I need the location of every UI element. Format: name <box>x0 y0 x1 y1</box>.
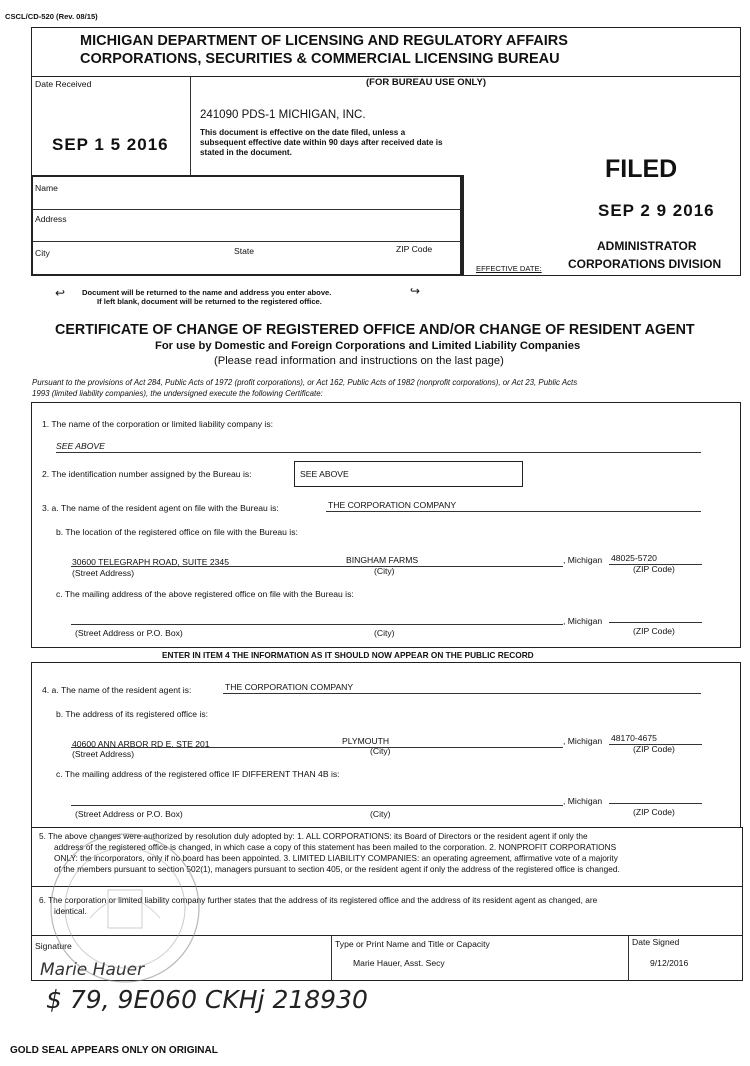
handwritten-signature: Marie Hauer <box>40 960 145 980</box>
address-label: Address <box>35 214 67 224</box>
header-line-1: MICHIGAN DEPARTMENT OF LICENSING AND REGULATORY AFFAIRS <box>80 33 568 49</box>
item3b-zip-caption: (ZIP Code) <box>633 564 675 574</box>
name-label: Name <box>35 183 58 193</box>
item5-line-1: 5. The above changes were authorized by resolution duly adopted by: 1. ALL CORPORATIONS: its Board of Directors or the resident agent if only the <box>39 831 588 841</box>
items-1-3-box <box>31 402 741 648</box>
footer-note: GOLD SEAL APPEARS ONLY ON ORIGINAL <box>10 1045 218 1056</box>
date-signed-label: Date Signed <box>632 937 680 947</box>
return-note-1: Document will be returned to the name and address you enter above. <box>82 288 332 297</box>
item4b-city-caption: (City) <box>370 746 391 756</box>
item3b-zip: 48025-5720 <box>611 553 657 563</box>
item3c-state: , Michigan <box>563 616 603 626</box>
certificate-title: CERTIFICATE OF CHANGE OF REGISTERED OFFICE AND/OR CHANGE OF RESIDENT AGENT <box>55 322 695 338</box>
item4a-label: 4. a. The name of the resident agent is: <box>42 685 192 695</box>
item4b-zip-caption: (ZIP Code) <box>633 744 675 754</box>
item5-line-3: ONLY: the incorporators, only if no board has been appointed. 3. LIMITED LIABILITY COMPANIES: an operating agreement, affirmative vote of a majority <box>54 853 618 863</box>
preamble-1: Pursuant to the provisions of Act 284, Public Acts of 1972 (profit corporations), or Act 162, Public Acts of 1982 (nonprofit corporations), or Act 23, Public Acts <box>32 378 578 387</box>
return-note-2: If left blank, document will be returned to the registered office. <box>97 297 322 306</box>
preamble-2: 1993 (limited liability companies), the undersigned execute the following Certificate: <box>32 389 323 398</box>
item3b-city: BINGHAM FARMS <box>346 555 419 565</box>
state-label: State <box>234 246 255 256</box>
administrator-stamp-1: ADMINISTRATOR <box>597 239 697 253</box>
item4b-zip: 48170-4675 <box>611 733 657 743</box>
item3a-label: 3. a. The name of the resident agent on file with the Bureau is: <box>42 503 279 513</box>
filed-stamp: FILED <box>605 155 678 183</box>
item4a-value: THE CORPORATION COMPANY <box>225 682 354 692</box>
effective-note: This document is effective on the date filed, unless a subsequent effective date within 90 days after received date is stated in the document. <box>200 128 443 157</box>
city-label: City <box>35 248 50 258</box>
item3b-street-caption: (Street Address) <box>72 568 135 578</box>
return-address-box <box>31 175 464 276</box>
zip-label: ZIP Code <box>396 244 433 254</box>
date-received-stamp: SEP 1 5 2016 <box>52 135 169 154</box>
signature-label: Signature <box>35 941 72 951</box>
item3a-value: THE CORPORATION COMPANY <box>328 500 457 510</box>
item4b-street-caption: (Street Address) <box>72 749 135 759</box>
date-received-label: Date Received <box>35 79 92 89</box>
bureau-use-label: (FOR BUREAU USE ONLY) <box>366 77 486 88</box>
item2-label: 2. The identification number assigned by the Bureau is: <box>42 469 252 479</box>
filed-date-stamp: SEP 2 9 2016 <box>598 201 715 220</box>
arrow-left-icon: ↩ <box>55 286 66 300</box>
item3c-zip-caption: (ZIP Code) <box>633 626 675 636</box>
handwritten-fee: $ 79, 9E060 CKHj 218930 <box>46 985 368 1014</box>
item4b-label: b. The address of its registered office is: <box>56 709 209 719</box>
arrow-right-icon: ↪ <box>410 284 421 298</box>
administrator-stamp-2: CORPORATIONS DIVISION <box>568 257 722 271</box>
item3c-street-caption: (Street Address or P.O. Box) <box>75 628 183 638</box>
item3c-city-caption: (City) <box>374 628 395 638</box>
item4c-street-caption: (Street Address or P.O. Box) <box>75 809 183 819</box>
item3b-city-caption: (City) <box>374 566 395 576</box>
certificate-subtitle-2: (Please read information and instructions on the last page) <box>214 355 504 367</box>
item3c-label: c. The mailing address of the above registered office on file with the Bureau is: <box>56 589 354 599</box>
item6-line-2: identical. <box>54 906 87 916</box>
item2-value: SEE ABOVE <box>300 469 349 479</box>
signer-name: Marie Hauer, Asst. Secy <box>353 958 445 968</box>
item4b-street: 40600 ANN ARBOR RD E, STE 201 <box>72 739 210 749</box>
item1-label: 1. The name of the corporation or limited liability company is: <box>42 419 274 429</box>
certificate-subtitle-1: For use by Domestic and Foreign Corporations and Limited Liability Companies <box>155 340 581 352</box>
entity-line: 241090 PDS-1 MICHIGAN, INC. <box>200 109 366 121</box>
item4c-city-caption: (City) <box>370 809 391 819</box>
item4c-state: , Michigan <box>563 796 603 806</box>
effective-date-label: EFFECTIVE DATE: <box>476 264 542 273</box>
date-signed-value: 9/12/2016 <box>650 958 689 968</box>
item5-line-2: address of the registered office is changed, in which case a copy of this statement has been mailed to the corporation. 2. NONPROFIT CORPORATIONS <box>54 842 617 852</box>
item3b-state: , Michigan <box>563 555 603 565</box>
item3b-street: 30600 TELEGRAPH ROAD, SUITE 2345 <box>72 557 229 567</box>
header-line-2: CORPORATIONS, SECURITIES & COMMERCIAL LICENSING BUREAU <box>80 51 560 67</box>
name-title-label: Type or Print Name and Title or Capacity <box>335 939 490 949</box>
item4b-city: PLYMOUTH <box>342 736 390 746</box>
item5-line-4: of the members pursuant to section 502(1), managers pursuant to section 405, or the resident agent if only the address of the registered office is changed. <box>54 864 620 874</box>
item4c-zip-caption: (ZIP Code) <box>633 807 675 817</box>
item1-value: SEE ABOVE <box>56 441 105 451</box>
item4b-state: , Michigan <box>563 736 603 746</box>
item4c-label: c. The mailing address of the registered office IF DIFFERENT THAN 4B is: <box>56 769 340 779</box>
enter-note: ENTER IN ITEM 4 THE INFORMATION AS IT SHOULD NOW APPEAR ON THE PUBLIC RECORD <box>162 650 534 660</box>
item3b-label: b. The location of the registered office on file with the Bureau is: <box>56 527 298 537</box>
seal-icon <box>30 818 220 988</box>
form-id: CSCL/CD-520 (Rev. 08/15) <box>5 12 98 21</box>
item6-line-1: 6. The corporation or limited liability company further states that the address of its registered office and the address of its resident agent as changed, are <box>39 895 598 905</box>
